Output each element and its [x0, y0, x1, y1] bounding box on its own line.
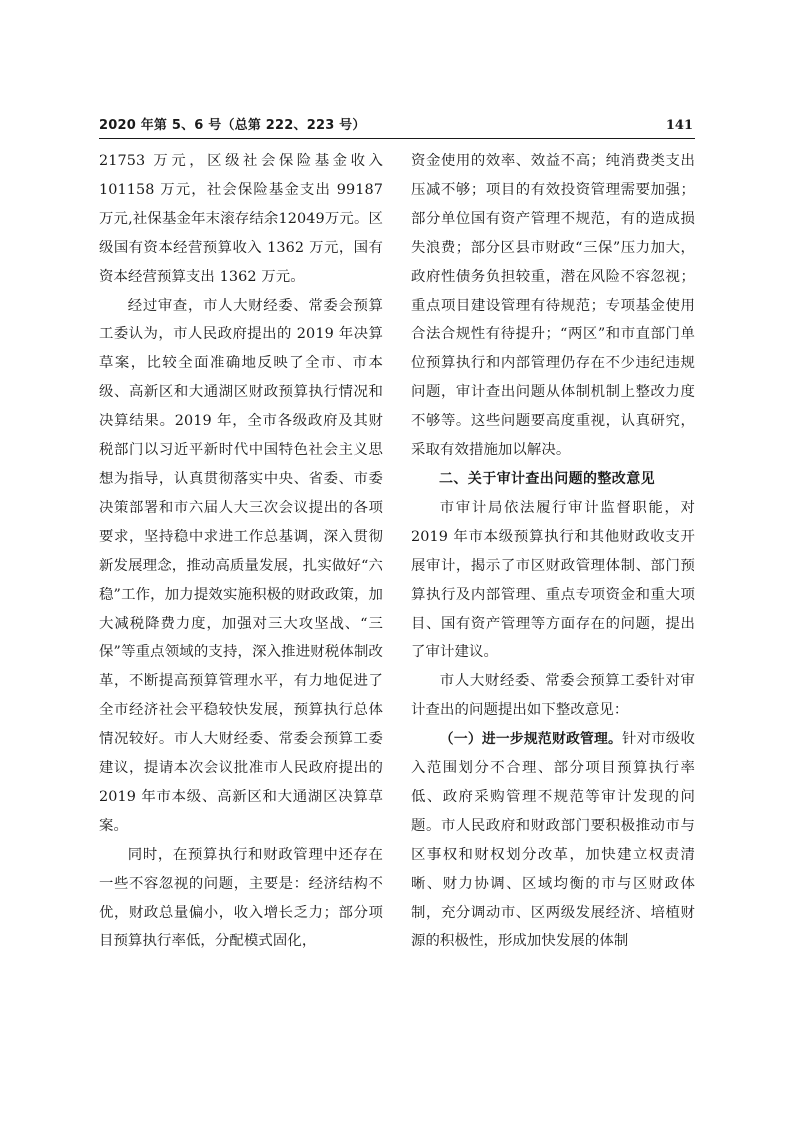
paragraph: 市审计局依法履行审计监督职能，对 2019 年市本级预算执行和其他财政收支开展审计，揭示了市区财政管理体制、部门预算执行及内部管理、重点专项资金和重大项目、国有资产管理等方面存在的问题，提出了审计建议。	[411, 499, 695, 661]
journal-issue-label: 2020 年第 5、6 号（总第 222、223 号）	[99, 118, 366, 133]
subsection-lead: （一）进一步规范财政管理。	[439, 731, 623, 748]
section-heading: 二、关于审计查出问题的整改意见	[439, 470, 655, 487]
left-column	[99, 147, 383, 956]
paragraph: 市人大财经委、常委会预算工委针对审计查出的问题提出如下整改意见：	[411, 673, 695, 719]
page-number: 141	[665, 118, 693, 133]
running-header	[99, 116, 695, 139]
paragraph-body: 针对市级收入范围划分不合理、部分项目预算执行率低、政府采购管理不规范等审计发现的问题。市人民政府和财政部门要积极推动市与区事权和财权划分改革，加快建立权责清晰、财力协调、区域均衡的市与区财政体制，充分调动市、区两级发展经济、培植财源的积极性，形成加快发展的体制	[411, 731, 695, 950]
paragraph: 21753 万元，区级社会保险基金收入 101158 万元，社会保险基金支出 99187 万元,社保基金年末滚存结余12049万元。区级国有资本经营预算收入 1362 万元，国有资本经营预算支出 1362 万元。	[99, 153, 383, 285]
paragraph: 同时，在预算执行和财政管理中还存在一些不容忽视的问题，主要是：经济结构不优，财政总量偏小，收入增长乏力；部分项目预算执行率低，分配模式固化，	[99, 846, 383, 950]
paragraph: 资金使用的效率、效益不高；纯消费类支出压减不够；项目的有效投资管理需要加强；部分单位国有资产管理不规范，有的造成损失浪费；部分区县市财政“三保”压力加大，政府性债务负担较重，潜在风险不容忽视；重点项目建设管理有待规范；专项基金使用合法合规性有待提升；“两区”和市直部门单位预算执行和内部管理仍存在不少违纪违规问题，审计查出问题从体制机制上整改力度不够等。这些问题要高度重视，认真研究，采取有效措施加以解决。	[411, 153, 695, 459]
paragraph	[411, 725, 695, 956]
right-column	[411, 147, 695, 956]
paragraph: 经过审查，市人大财经委、常委会预算工委认为，市人民政府提出的 2019 年决算草案，比较全面准确地反映了全市、市本级、高新区和大通湖区财政预算执行情况和决算结果。2019 年，全市各级政府及其财税部门以习近平新时代中国特色社会主义思想为指导，认真贯彻落实中央、省委、市委决策部署和市六届人大三次会议提出的各项要求，坚持稳中求进工作总基调，深入贯彻新发展理念，推动高质量发展，扎实做好“六稳”工作，加力提效实施积极的财政政策，加大减税降费力度，加强对三大攻坚战、“三保”等重点领域的支持，深入推进财税体制改革，不断提高预算管理水平，有力地促进了全市经济社会平稳较快发展，预算执行总体情况较好。市人大财经委、常委会预算工委建议，提请本次会议批准市人民政府提出的 2019 年市本级、高新区和大通湖区决算草案。	[99, 297, 383, 834]
